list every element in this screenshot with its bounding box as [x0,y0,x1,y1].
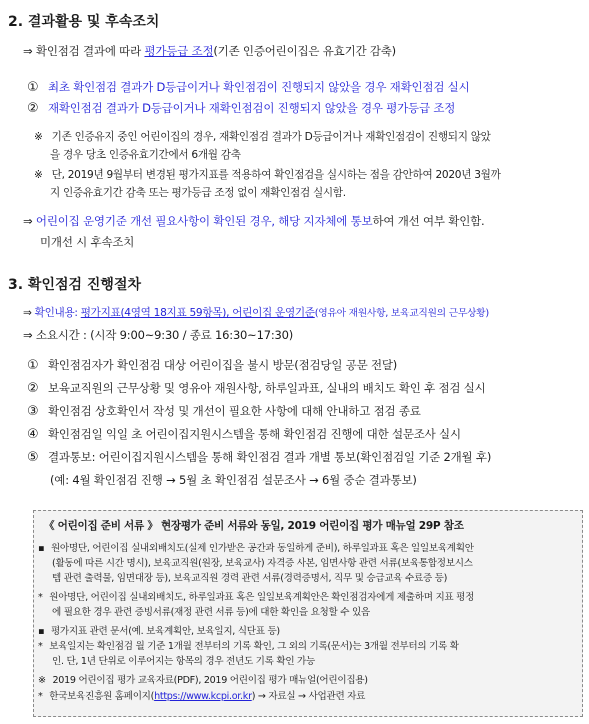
step-item [27,426,461,442]
bullet-icon: ▪ [38,543,45,554]
box-link-pre: 한국보육진흥원 홈페이지( [49,691,155,702]
duration-line [23,327,293,343]
box-note-2 [38,638,459,652]
followup-line-2: 미개선 시 후속조치 [40,235,135,249]
followup-line [23,213,484,229]
step-text: 보육교직원의 근무상황 및 영유아 재원사항, 하루일과표, 실내의 배치도 확인 후 점검 실시 [47,381,486,395]
bullet-icon: ▪ [38,626,45,637]
box-text: 원아명단, 어린이집 실내외배치도, 하루일과표 혹은 일일보육계획안은 확인점검자에게 제출하며 지표 평정 [49,592,475,603]
arrow-icon: ⇒ [23,328,33,342]
note-text: 지 인증유효기간 감축 또는 평가등급 조정 없이 재확인점검 실시함. [50,187,346,199]
result-usage-pre: 확인점검 결과에 따라 [35,44,145,58]
box-text: 보육일지는 확인점검 월 기준 1개월 전부터의 기록 확인, 그 외의 기록(문서)는 3개월 전부터의 기록 확 [49,641,459,652]
box-text: 인. 단, 1년 단위로 이루어지는 항목의 경우 전년도 기록 확인 가능 [52,656,315,667]
list-item-text: 재확인점검 결과가 D등급이거나 재확인점검이 진행되지 않았을 경우 평가등급 조정 [47,101,456,115]
step-item [27,403,421,419]
box-bullet-2 [38,623,280,637]
list-item [27,79,470,95]
result-usage-post: (기존 인증어린이집은 유효기간 감축) [213,44,396,58]
grade-adjust-link[interactable]: 평가등급 조정 [144,44,214,58]
duration-text: 소요시간 : (시작 9:00~9:30 / 종료 16:30~17:30) [35,328,294,342]
example-text: (예: 4월 확인점검 진행 → 5월 초 확인점검 설문조사 → 6월 중순 결과통보) [50,473,417,487]
note-text: 단, 2019년 9월부터 변경된 평가지표를 적용하여 확인점검을 실시하는 점을 감안하여 2020년 3월까 [51,169,501,181]
note-mark: ※ [34,131,43,143]
box-text: 2019 어린이집 평가 교육자료(PDF), 2019 어린이집 평가 매뉴얼(어린이집용) [52,675,368,686]
note-text: 기존 인증유지 중인 어린이집의 경우, 재확인점검 결과가 D등급이거나 재확인점검이 진행되지 않았 [51,131,491,143]
check-content-paren: (영유아 재원사항, 보육교직원의 근무상황) [314,308,489,319]
list-item-text: 최초 확인점검 결과가 D등급이거나 확인점검이 진행되지 않았을 경우 재확인점검 실시 [47,80,470,94]
kcpi-link[interactable]: https://www.kcpi.or.kr [154,691,252,702]
circled-number: ③ [27,404,39,419]
followup-rest: 하여 개선 여부 확인함. [372,214,485,228]
star-mark: * [38,592,43,603]
circled-number: ⑤ [27,450,39,465]
star-mark: * [38,641,43,652]
note-text: 을 경우 당초 인증유효기간에서 6개월 감축 [50,149,241,161]
check-content-line [23,305,489,320]
box-text: 평가지표 관련 문서(예. 보육계획안, 보육일지, 식단표 등) [50,626,280,637]
step-text: 결과통보: 어린이집지원시스템을 통해 확인점검 결과 개별 통보(확인점검일 기준 2개월 후) [47,450,492,464]
step-text: 확인점검자가 확인점검 대상 어린이집을 불시 방문(점검당일 공문 전달) [47,358,398,372]
box-title-rest: 현장평가 준비 서류와 동일, 2019 어린이집 평가 매뉴얼 29P 참조 [157,520,464,532]
step-text: 확인점검일 익일 초 어린이집지원시스템을 통해 확인점검 진행에 대한 설문조사 실시 [47,427,461,441]
check-content-label: 확인내용: [34,307,81,319]
note-mark: ※ [34,169,43,181]
box-text: 에 필요한 경우 관련 증빙서류(재정 관련 서류 등)에 대한 확인을 요청할 수 있음 [52,607,370,618]
box-text: 템 관련 출력물, 임면대장 등), 보육교직원 경력 관련 서류(경력증명서, 직무 및 승급교육 수료증 등) [52,573,448,584]
box-text: 원아명단, 어린이집 실내외배치도(실제 인가받은 공간과 동일하게 준비), 하루일과표 혹은 일일보육계획안 [50,543,474,554]
box-title [44,518,464,533]
list-item [27,100,455,116]
step-item [27,357,397,373]
step-text: 확인점검 상호확인서 작성 및 개선이 필요한 사항에 대해 안내하고 점검 종료 [47,404,421,418]
check-content-underlined: 평가지표(4영역 18지표 59항목), 어린이집 운영기준 [80,307,315,319]
circled-number: ① [27,358,39,373]
box-link-post: ) → 자료실 → 사업관련 자료 [251,691,366,702]
box-text: (활동에 따른 시간 명시), 보육교직원(원장, 보육교사) 자격증 사본, 임면사항 관련 서류(보육통합정보시스 [52,558,473,569]
note-2 [34,167,501,182]
star-mark: * [38,691,43,702]
section3-heading: 3. 확인점검 진행절차 [8,277,141,293]
box-reference [38,672,368,686]
ref-mark: ※ [38,675,46,686]
box-title-prefix: 《 어린이집 준비 서류 》 [44,520,158,532]
circled-number: ② [27,101,39,116]
circled-number: ① [27,80,39,95]
note-1 [34,129,491,144]
circled-number: ④ [27,427,39,442]
followup-blue-text: 어린이집 운영기준 개선 필요사항이 확인된 경우, 해당 지자체에 통보 [35,214,373,228]
step-item [27,449,491,465]
arrow-icon: ⇒ [23,307,32,319]
box-link-line [38,688,365,702]
circled-number: ② [27,381,39,396]
step-item [27,380,486,396]
arrow-icon: ⇒ [23,214,33,228]
arrow-icon: ⇒ [23,44,33,58]
box-bullet-1 [38,540,474,554]
box-note-1 [38,589,474,603]
section2-heading: 2. 결과활용 및 후속조치 [8,14,160,30]
result-usage-line [23,43,396,59]
